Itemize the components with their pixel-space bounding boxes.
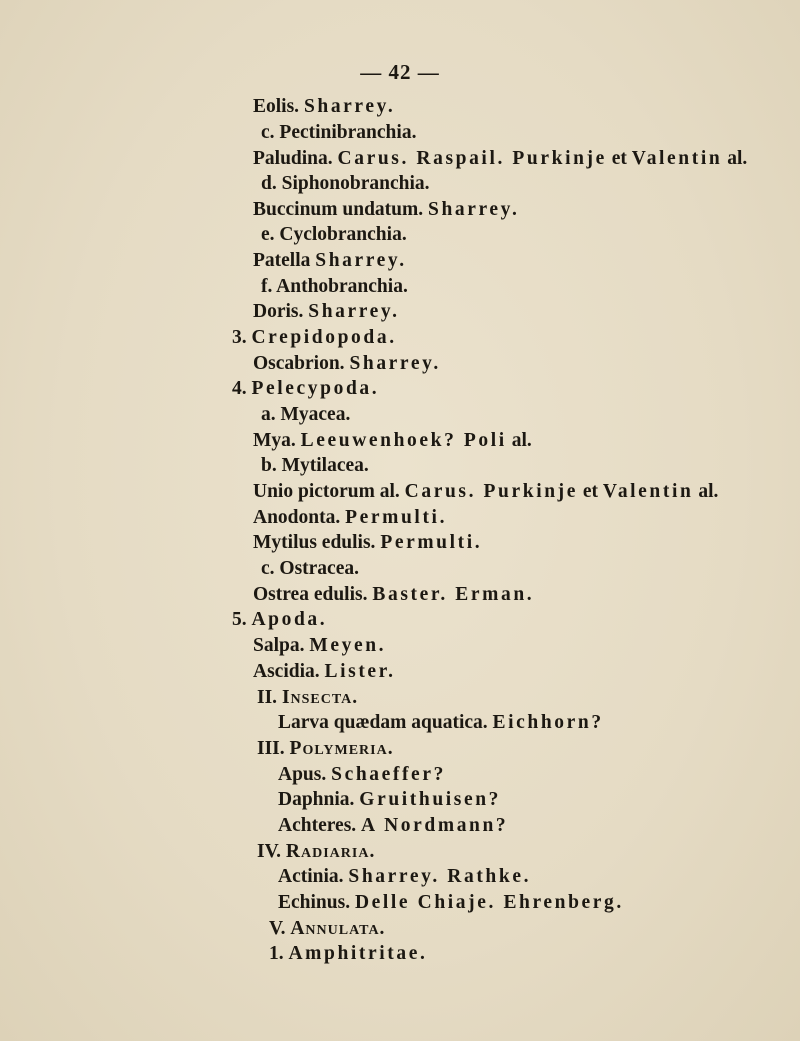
author-name: Eichhorn? bbox=[492, 712, 604, 733]
text-line bbox=[253, 583, 534, 607]
author-name: Lister. bbox=[324, 661, 396, 682]
group-heading: Amphitritae. bbox=[288, 943, 428, 964]
taxon-name: Daphnia. bbox=[278, 789, 360, 810]
taxon-name: Mytilus edulis. bbox=[253, 532, 381, 553]
page-number: — 42 — bbox=[360, 60, 440, 84]
text-line bbox=[253, 198, 519, 222]
author-name: Carus. Purkinje bbox=[404, 481, 579, 502]
text-line: 5. Apoda. bbox=[232, 609, 328, 630]
taxon-name: Paludina. bbox=[253, 148, 338, 169]
text-line bbox=[261, 223, 407, 247]
group-heading: Crepidopoda. bbox=[251, 327, 397, 348]
subgroup-heading: c. Ostracea. bbox=[261, 558, 359, 579]
text-line bbox=[253, 660, 396, 684]
taxon-name: Actinia. bbox=[278, 866, 349, 887]
taxon-name: Salpa. bbox=[253, 635, 310, 656]
taxon-name: Anodonta. bbox=[253, 507, 346, 528]
author-name: Valentin bbox=[602, 481, 694, 502]
author-name: Sharrey. bbox=[428, 199, 520, 220]
author-name: Sharrey. bbox=[303, 96, 396, 117]
text-line bbox=[278, 788, 501, 812]
text-line: 1. Amphitritae. bbox=[269, 943, 428, 964]
text-line: II. Insecta. bbox=[257, 687, 359, 708]
text-line bbox=[261, 403, 350, 427]
subgroup-heading: f. Anthobranchia. bbox=[261, 276, 408, 297]
class-heading: Polymeria. bbox=[289, 738, 394, 759]
author-name: Permulti. bbox=[345, 507, 448, 528]
text-line bbox=[261, 454, 369, 478]
taxon-name: Doris. bbox=[253, 301, 309, 322]
author-name: Baster. Erman. bbox=[372, 584, 535, 605]
text-line bbox=[278, 891, 624, 915]
text-line bbox=[278, 711, 604, 735]
author-name: Sharrey. bbox=[315, 250, 407, 271]
taxon-name: Unio pictorum al. bbox=[253, 481, 405, 502]
subgroup-heading: c. Pectinibranchia. bbox=[261, 122, 417, 143]
text-line: Mya. Leeuwenhoek? Poli al. bbox=[253, 430, 532, 451]
author-name: Sharrey. Rathke. bbox=[348, 866, 532, 887]
text-line bbox=[253, 352, 441, 376]
text-line bbox=[261, 275, 408, 299]
author-name: Schaeffer? bbox=[331, 764, 446, 785]
author-name: Sharrey. bbox=[308, 301, 400, 322]
text-line: 4. Pelecypoda. bbox=[232, 378, 380, 399]
subgroup-heading: d. Siphonobranchia. bbox=[261, 173, 430, 194]
group-heading: Pelecypoda. bbox=[251, 378, 380, 399]
author-name: Permulti. bbox=[380, 532, 483, 553]
subgroup-heading: e. Cyclobranchia. bbox=[261, 224, 407, 245]
text-line bbox=[253, 506, 447, 530]
author-name: Carus. Raspail. Purkinje bbox=[337, 148, 607, 169]
author-name: Gruithuisen? bbox=[359, 789, 502, 810]
taxon-name: Oscabrion. bbox=[253, 353, 350, 374]
taxon-name: Eolis. bbox=[253, 96, 304, 117]
author-name: A Nordmann? bbox=[361, 815, 509, 836]
text-line: IV. Radiaria. bbox=[257, 841, 376, 862]
taxon-name: Echinus. bbox=[278, 892, 355, 913]
class-heading: Radiaria. bbox=[285, 841, 376, 862]
text-line: Paludina. Carus. Raspail. Purkinje et Valentin al. bbox=[253, 148, 748, 169]
text-line bbox=[253, 249, 407, 273]
author-name: Sharrey. bbox=[349, 353, 441, 374]
text-line: Unio pictorum al. Carus. Purkinje et Valentin al. bbox=[253, 481, 719, 502]
text-line: 3. Crepidopoda. bbox=[232, 327, 397, 348]
author-name: Delle Chiaje. Ehrenberg. bbox=[354, 892, 624, 913]
text-line: V. Annulata. bbox=[269, 918, 386, 939]
text-line bbox=[278, 865, 531, 889]
text-line bbox=[278, 763, 446, 787]
taxon-name: Patella bbox=[253, 250, 316, 271]
taxon-name: Larva quædam aquatica. bbox=[278, 712, 493, 733]
author-name: Meyen. bbox=[309, 635, 387, 656]
class-heading: Insecta. bbox=[281, 687, 359, 708]
text-line bbox=[253, 531, 482, 555]
text-line bbox=[261, 172, 430, 196]
class-heading: Annulata. bbox=[290, 918, 386, 939]
author-name: Valentin bbox=[631, 148, 723, 169]
text-line bbox=[253, 300, 400, 324]
taxon-name: Achteres. bbox=[278, 815, 362, 836]
subgroup-heading: a. Myacea. bbox=[261, 404, 351, 425]
author-name: Leeuwenhoek? Poli bbox=[300, 430, 507, 451]
taxon-name: Ostrea edulis. bbox=[253, 584, 373, 605]
text-line bbox=[253, 634, 386, 658]
text-line bbox=[253, 95, 395, 119]
subgroup-heading: b. Mytilacea. bbox=[261, 455, 369, 476]
taxon-name: Buccinum undatum. bbox=[253, 199, 429, 220]
text-line bbox=[261, 557, 359, 581]
taxon-name: Apus. bbox=[278, 764, 332, 785]
text-line bbox=[278, 814, 508, 838]
group-heading: Apoda. bbox=[251, 609, 328, 630]
taxon-name: Mya. bbox=[253, 430, 301, 451]
taxon-name: Ascidia. bbox=[253, 661, 325, 682]
text-line: III. Polymeria. bbox=[257, 738, 394, 759]
text-line bbox=[261, 121, 416, 145]
